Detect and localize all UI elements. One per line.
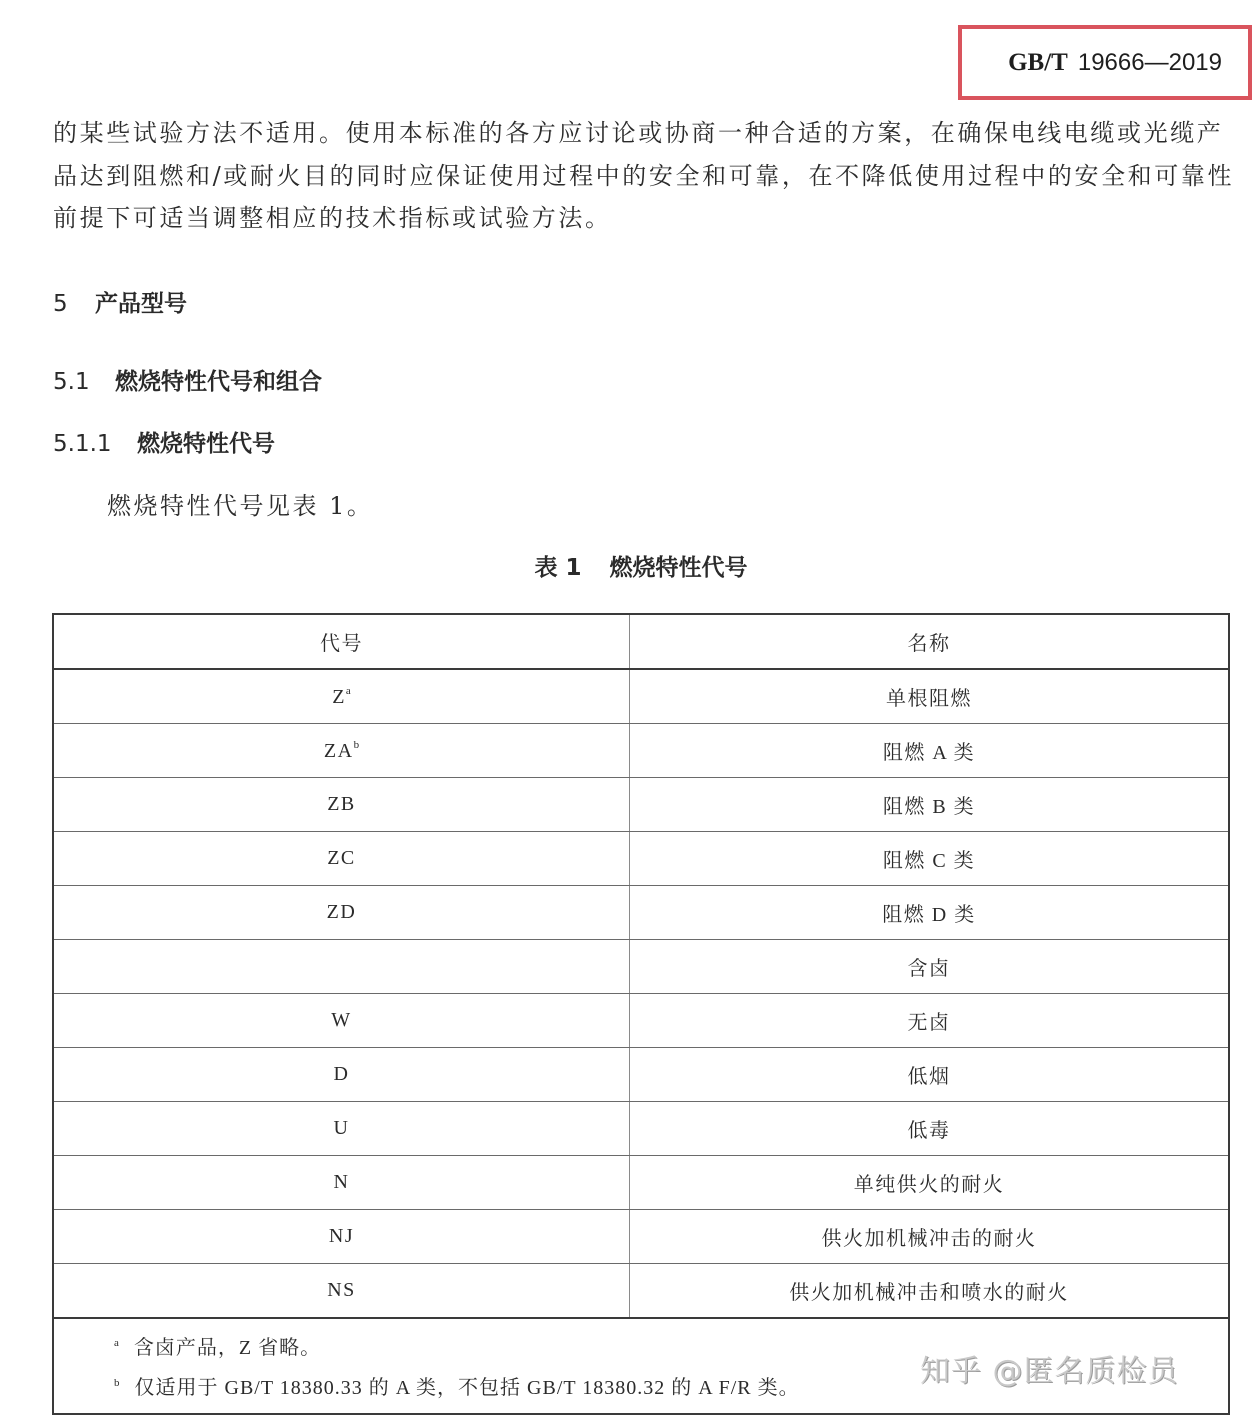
code-cell: $ZA^b$ [54,724,630,778]
section-title: 燃烧特性代号和组合 [115,369,322,395]
paragraph-line: 品达到阻燃和/或耐火目的同时应保证使用过程中的安全和可靠，在不降低使用过程中的安全和可靠性 [53,161,1235,190]
footnote-a [114,1331,321,1360]
code-table [54,615,1228,1319]
name-cell: 供火加机械冲击的耐火 [630,1210,1229,1264]
name-cell: 无卤 [630,994,1229,1048]
table-row [54,1156,1228,1210]
section-title: 产品型号 [95,291,187,317]
name-cell: 低毒 [630,1102,1229,1156]
footnote-mark: b [114,1377,121,1389]
code-cell: D [54,1048,630,1102]
paragraph-line: 的某些试验方法不适用。使用本标准的各方应讨论或协商一种合适的方案，在确保电线电缆或光缆产 [53,119,1224,147]
table-reference-text: 燃烧特性代号见表 1。 [107,492,374,520]
table-row [54,832,1228,886]
table-row [54,1264,1228,1319]
section-heading-5-1 [53,363,322,396]
name-cell: 含卤 [630,940,1229,994]
table-row [54,886,1228,940]
code-cell [54,940,630,994]
standard-code: 19666—2019 [1077,49,1222,76]
code-cell: ZC [54,832,630,886]
code-cell: ZD [54,886,630,940]
table-caption [0,549,1260,582]
section-number: 5.1 [53,369,90,395]
name-cell: 阻燃 A 类 [630,724,1229,778]
footnote-b [114,1371,800,1400]
footnote-text: 含卤产品，Z 省略。 [133,1337,322,1359]
zhihu-watermark: 知乎 @匿名质检员 [920,1354,1179,1389]
standard-number-highlight-box [958,25,1252,100]
footnote-text: 仅适用于 GB/T 18380.33 的 A 类，不包括 GB/T 18380.32 的 A F/R 类。 [134,1377,800,1399]
code-cell: NJ [54,1210,630,1264]
section-number: 5.1.1 [53,431,112,457]
section-heading-5 [53,285,187,318]
standard-prefix: GB/T [1008,49,1068,76]
name-cell: 单根阻燃 [630,669,1229,724]
table-row [54,1102,1228,1156]
code-cell: U [54,1102,630,1156]
footnote-ref: b [353,738,360,751]
section-title: 燃烧特性代号 [137,431,275,457]
table-row [54,994,1228,1048]
name-cell: 阻燃 B 类 [630,778,1229,832]
table-row [54,724,1228,778]
standard-number [1008,48,1222,77]
name-cell: 阻燃 C 类 [630,832,1229,886]
combustion-code-table [52,613,1230,1415]
code-cell: ZB [54,778,630,832]
section-number: 5 [53,291,68,317]
name-cell: 低烟 [630,1048,1229,1102]
code-cell: W [54,994,630,1048]
name-cell: 阻燃 D 类 [630,886,1229,940]
table-header-row [54,615,1228,669]
section-heading-5-1-1 [53,425,275,458]
name-cell: 供火加机械冲击和喷水的耐火 [630,1264,1229,1319]
column-header-code: 代号 [54,615,630,669]
table-number: 表 1 [534,555,582,581]
table-row [54,669,1228,724]
table-title: 燃烧特性代号 [609,555,748,581]
name-cell: 单纯供火的耐火 [630,1156,1229,1210]
code-cell: NS [54,1264,630,1319]
table-row [54,1210,1228,1264]
footnote-ref: a [345,684,351,697]
table-row [54,940,1228,994]
table-row [54,1048,1228,1102]
column-header-name: 名称 [630,615,1229,669]
table-row [54,778,1228,832]
code-cell: $Z^a$ [54,669,630,724]
code-cell: N [54,1156,630,1210]
footnote-mark: a [114,1337,120,1349]
intro-paragraph [53,112,1235,240]
paragraph-line: 前提下可适当调整相应的技术指标或试验方法。 [53,204,612,232]
